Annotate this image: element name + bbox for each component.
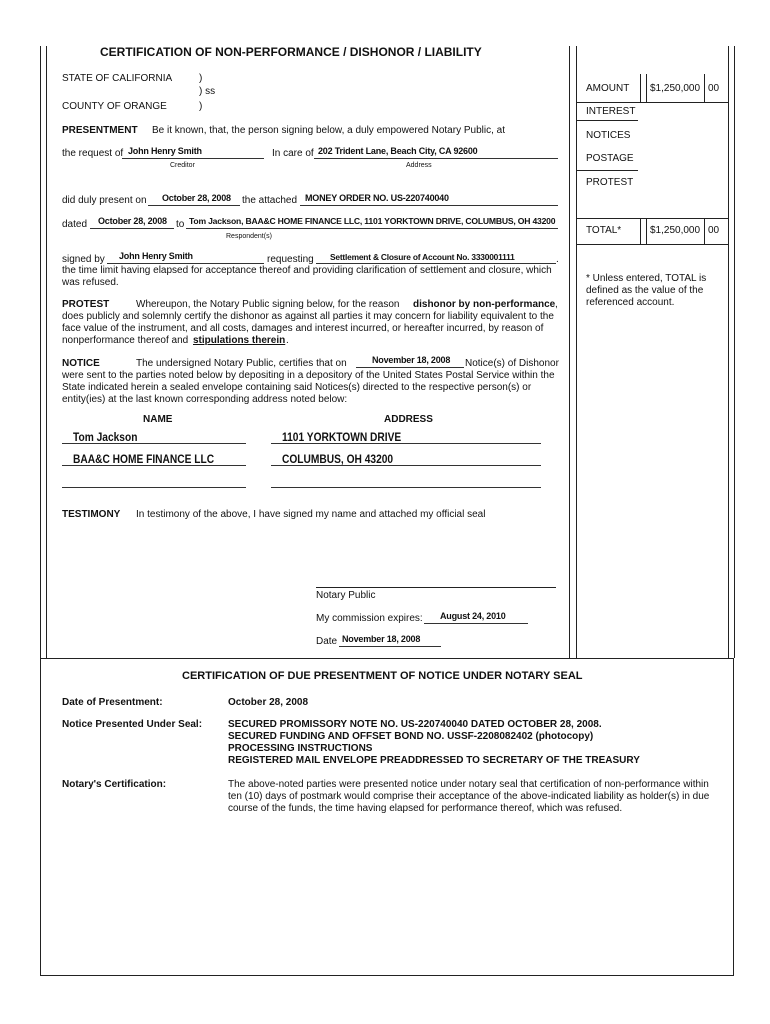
amount-divider-1 (640, 74, 641, 102)
notary-certification-line-3: course of the funds, the time having elapsed for performance thereof, which was refused. (228, 803, 623, 814)
left-border-outer (40, 46, 41, 658)
amount-cents: 00 (708, 83, 720, 94)
footnote-2: defined as the value of the (586, 285, 704, 296)
notice-under-seal-line-4: REGISTERED MAIL ENVELOPE PREADDRESSED TO SECRETARY OF THE TREASURY (228, 755, 640, 766)
protest-text-a: Whereupon, the Notary Public signing below, for the reason (136, 299, 400, 310)
request-prefix: the request of (62, 148, 124, 159)
party-address-line-3 (271, 475, 541, 488)
party-name-1: Tom Jackson (73, 430, 138, 444)
creditor-caption: Creditor (170, 162, 195, 169)
notice-under-seal-label: Notice Presented Under Seal: (62, 719, 203, 730)
to-text: to (176, 219, 185, 230)
total-divider-1 (640, 218, 641, 244)
county-label: COUNTY OF ORANGE (62, 101, 167, 112)
requesting-text: requesting (267, 254, 314, 265)
total-cents: 00 (708, 225, 720, 236)
notice-under-seal-line-2: SECURED FUNDING AND OFFSET BOND NO. USSF-2208082402 (photocopy) (228, 731, 594, 742)
creditor-value: John Henry Smith (128, 146, 202, 156)
notice-text-b: Notice(s) of Dishonor (465, 358, 559, 369)
signed-period: . (556, 254, 559, 265)
amount-rule (576, 102, 728, 103)
mid-border-right (576, 46, 577, 658)
commission-value: August 24, 2010 (440, 611, 506, 621)
presentment-text: Be it known, that, the person signing below, a duly empowered Notary Public, at (152, 125, 505, 136)
notary-signature-line (316, 587, 556, 588)
attached-text: the attached (242, 195, 298, 206)
total-rule-bottom (576, 244, 728, 245)
address-caption: Address (406, 162, 432, 169)
notary-certification-line-1: The above-noted parties were presented notice under notary seal that certification of non-performance within (228, 779, 709, 790)
amount-cents-divider (704, 74, 705, 102)
paren-ss: ) ss (199, 86, 216, 97)
address-value: 202 Trident Lane, Beach City, CA 92600 (318, 146, 478, 156)
party-name-2: BAA&C HOME FINANCE LLC (73, 452, 215, 466)
protest-label: PROTEST (62, 299, 110, 310)
protest-text-b: , (555, 299, 558, 310)
date-of-presentment-label: Date of Presentment: (62, 697, 163, 708)
notices-label: NOTICES (586, 130, 631, 141)
respondent-caption: Respondent(s) (226, 233, 272, 240)
notice-under-seal-line-1: SECURED PROMISSORY NOTE NO. US-220740040 DATED OCTOBER 28, 2008. (228, 719, 602, 730)
party-name-line-3 (62, 475, 246, 488)
interest-label: INTEREST (586, 106, 636, 117)
instrument-value: MONEY ORDER NO. US-220740040 (305, 193, 449, 203)
notice-line2: were sent to the parties noted below by depositing in a depository of the United States Postal Service within the (62, 370, 555, 381)
address-header: ADDRESS (384, 414, 433, 425)
request-value: Settlement & Closure of Account No. 3330001111 (330, 252, 515, 262)
notary-certification-line-2: ten (10) days of postmark would comprise their acceptance of the above-indicated liability as holder(s) in due (228, 791, 710, 802)
protest-line4-c: . (286, 335, 289, 346)
notice-text-a: The undersigned Notary Public, certifies that on (136, 358, 347, 369)
state-label: STATE OF CALIFORNIA (62, 73, 173, 84)
signed-line2: the time limit having elapsed for acceptance thereof and providing clarification of settlement and closure, which (62, 265, 552, 276)
present-date-value: October 28, 2008 (162, 193, 231, 203)
party-address-1: 1101 YORKTOWN DRIVE (282, 430, 402, 444)
total-label: TOTAL* (586, 225, 622, 236)
postage-label: POSTAGE (586, 153, 634, 164)
total-value: $1,250,000 (650, 225, 701, 236)
form-title: CERTIFICATION OF NON-PERFORMANCE / DISHONOR / LIABILITY (100, 45, 482, 59)
notice-date-value: November 18, 2008 (372, 355, 451, 365)
dated-prefix: dated (62, 219, 88, 230)
incare-prefix: In care of (272, 148, 314, 159)
protest-fee-label: PROTEST (586, 177, 634, 188)
right-border-outer (728, 46, 729, 658)
protest-line4-a: nonperformance thereof and (62, 335, 189, 346)
left-border-inner (46, 46, 47, 658)
party-address-2: COLUMBUS, OH 43200 (282, 452, 394, 466)
total-divider-2 (646, 218, 647, 244)
testimony-text: In testimony of the above, I have signed my name and attached my official seal (136, 509, 486, 520)
signed-prefix: signed by (62, 254, 105, 265)
notice-under-seal-line-3: PROCESSING INSTRUCTIONS (228, 743, 373, 754)
postage-rule (576, 170, 638, 171)
presentment-label: PRESENTMENT (62, 125, 138, 136)
right-border-inner (734, 46, 735, 658)
protest-stipulations: stipulations therein (193, 335, 286, 346)
protest-line3: face value of the instrument, and all costs, damages and interest incurred, or hereafter incurred, by reason of (62, 323, 544, 334)
notary-date-value: November 18, 2008 (342, 634, 421, 644)
amount-value: $1,250,000 (650, 83, 701, 94)
notice-label: NOTICE (62, 358, 100, 369)
signed-line3: was refused. (62, 277, 119, 288)
footnote-1: * Unless entered, TOTAL is (586, 273, 707, 284)
mid-border-left (569, 46, 570, 658)
amount-label: AMOUNT (586, 83, 630, 94)
date-of-presentment-value: October 28, 2008 (228, 697, 309, 708)
dated-value: October 28, 2008 (98, 216, 167, 226)
paren-1: ) (199, 73, 203, 84)
amount-divider-2 (646, 74, 647, 102)
testimony-label: TESTIMONY (62, 509, 121, 520)
notary-certification-label: Notary's Certification: (62, 779, 167, 790)
notice-line4: entity(ies) at the last known corresponding address noted below: (62, 394, 348, 405)
signer-value: John Henry Smith (119, 251, 193, 261)
total-cents-divider (704, 218, 705, 244)
notice-line3: State indicated herein a sealed envelope containing said Notices(s) directed to the respective person(s) or (62, 382, 532, 393)
respondent-value: Tom Jackson, BAA&C HOME FINANCE LLC, 1101 YORKTOWN DRIVE, COLUMBUS, OH 43200 (189, 216, 556, 226)
name-header: NAME (143, 414, 173, 425)
interest-rule (576, 120, 638, 121)
present-prefix: did duly present on (62, 195, 147, 206)
notary-date-prefix: Date (316, 636, 338, 647)
protest-reason: dishonor by non-performance (413, 299, 556, 310)
notary-public-label: Notary Public (316, 590, 376, 601)
footnote-3: referenced account. (586, 297, 675, 308)
paren-3: ) (199, 101, 203, 112)
protest-line2: does publicly and solemnly certify the dishonor as against all parties it may concern for liability equivalent to the (62, 311, 554, 322)
commission-prefix: My commission expires: (316, 613, 423, 624)
total-rule-top (576, 218, 728, 219)
due-presentment-title: CERTIFICATION OF DUE PRESENTMENT OF NOTICE UNDER NOTARY SEAL (182, 670, 583, 682)
